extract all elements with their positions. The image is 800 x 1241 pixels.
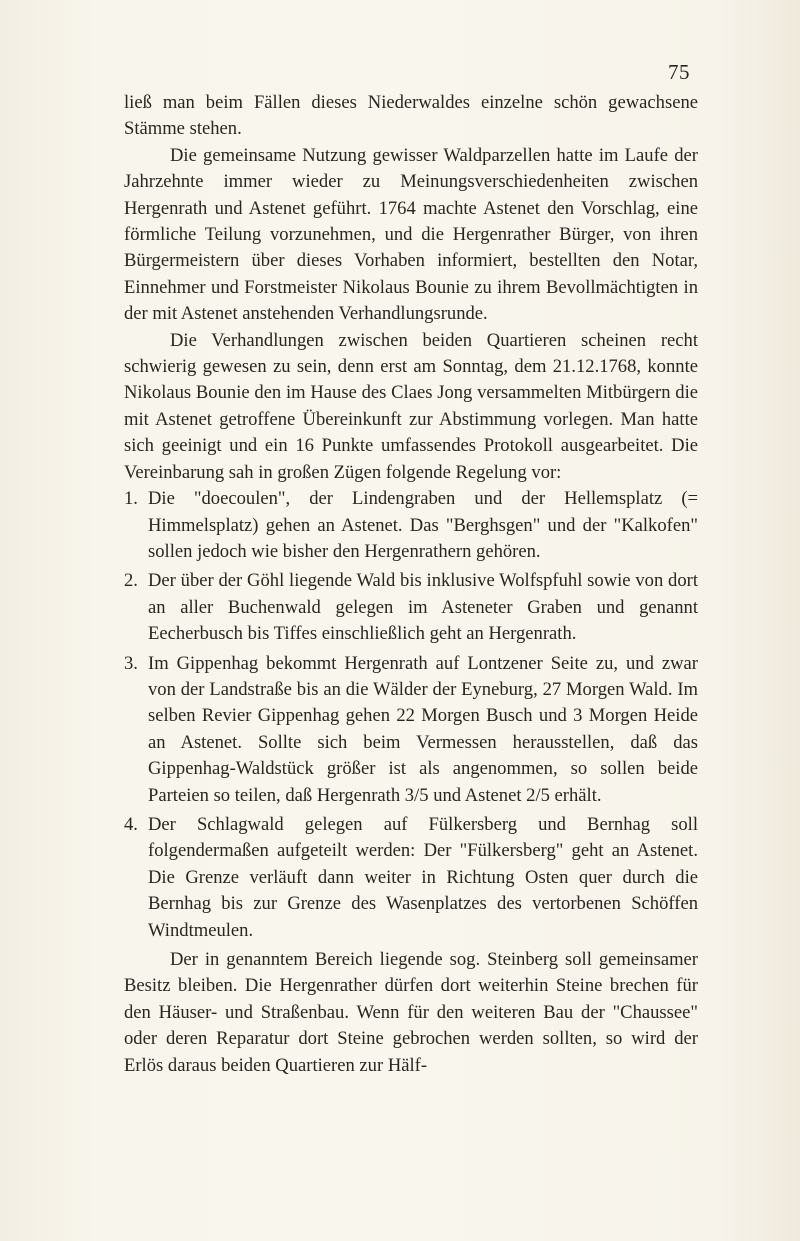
list-item [124,568,698,647]
list-item-text: Im Gippenhag bekommt Hergenrath auf Lontzener Seite zu, und zwar von der Landstraße bis an die Wälder der Eyneburg, 27 Morgen Wald. Im selben Revier Gippenhag gehen 22 Morgen Busch und 3 Morgen Heide an Astenet. Sollte sich beim Vermessen herausstellen, daß das Gippenhag-Waldstück größer ist als angenommen, so sollen beide Parteien so teilen, daß Hergenrath 3/5 und Astenet 2/5 erhält. [148,652,698,806]
list-item-text: Die "doecoulen", der Lindengraben und der Hellemsplatz (= Himmelsplatz) gehen an Astenet. Das "Berghsgen" und der "Kalkofen" sollen jedoch wie bisher den Hergenrathern gehören. [148,488,698,562]
list-item-number: 3. [124,652,138,674]
paragraph-negotiations: Die Verhandlungen zwischen beiden Quartieren scheinen recht schwierig gewesen zu sein, denn erst am Sonntag, dem 21.12.1768, konnte Nikolaus Bounie den im Hause des Claes Jong versammelten Mitbürgern die mit Astenet getroffene Übereinkunft zur Abstimmung vorlegen. Man hatte sich geeinigt und ein 16 Punkte umfassendes Protokoll ausgearbeitet. Die Vereinbarung sah in großen Zügen folgende Regelung vor: [124,329,698,483]
paragraph-shared-use: Die gemeinsame Nutzung gewisser Waldparzellen hatte im Laufe der Jahrzehnte immer wieder zu Meinungsverschiedenheiten zwischen Hergenrath und Astenet geführt. 1764 machte Astenet den Vorschlag, eine förmliche Teilung vorzunehmen, und die Hergenrather Bürger, von ihren Bürgermeistern über dieses Vorhaben informiert, bestellten den Notar, Einnehmer und Forstmeister Nikolaus Bounie zu ihrem Bevollmächtigten in der mit Astenet anstehenden Verhandlungsrunde. [124,144,698,325]
list-item-number: 2. [124,570,138,592]
page-number: 75 [668,60,690,84]
list-item-text: Der über der Göhl liegende Wald bis inklusive Wolfspfuhl sowie von dort an aller Buchenwald gelegen im Asteneter Graben und genannt Eecherbusch bis Tiffes einschließlich geht an Hergenrath. [148,570,698,645]
list-item-number: 1. [124,488,138,510]
list-item [124,651,698,809]
paragraph-continuation: ließ man beim Fällen dieses Niederwaldes einzelne schön gewachsene Stämme stehen. [124,92,698,140]
list-item [124,812,698,944]
paragraph-steinberg: Der in genanntem Bereich liegende sog. Steinberg soll gemeinsamer Besitz bleiben. Die Hergenrather dürfen dort weiterhin Steine brechen für den Häuser- und Straßenbau. Wenn für den weiteren Bau der "Chaussee" oder deren Reparatur dort Steine gebrochen werden sollten, so wird der Erlös daraus beiden Quartieren zur Hälf- [124,949,698,1076]
agreement-list [124,486,698,944]
page-body [124,90,698,1079]
list-item-number: 4. [124,813,138,835]
list-item-text: Der Schlagwald gelegen auf Fülkersberg und Bernhag soll folgendermaßen aufgeteilt werden: Der "Fülkersberg" geht an Astenet. Die Grenze verläuft dann weiter in Richtung Osten quer durch die Bernhag bis zur Grenze des Wasenplatzes des vertorbenen Schöffen Windtmeulen. [148,813,698,941]
list-item [124,486,698,565]
